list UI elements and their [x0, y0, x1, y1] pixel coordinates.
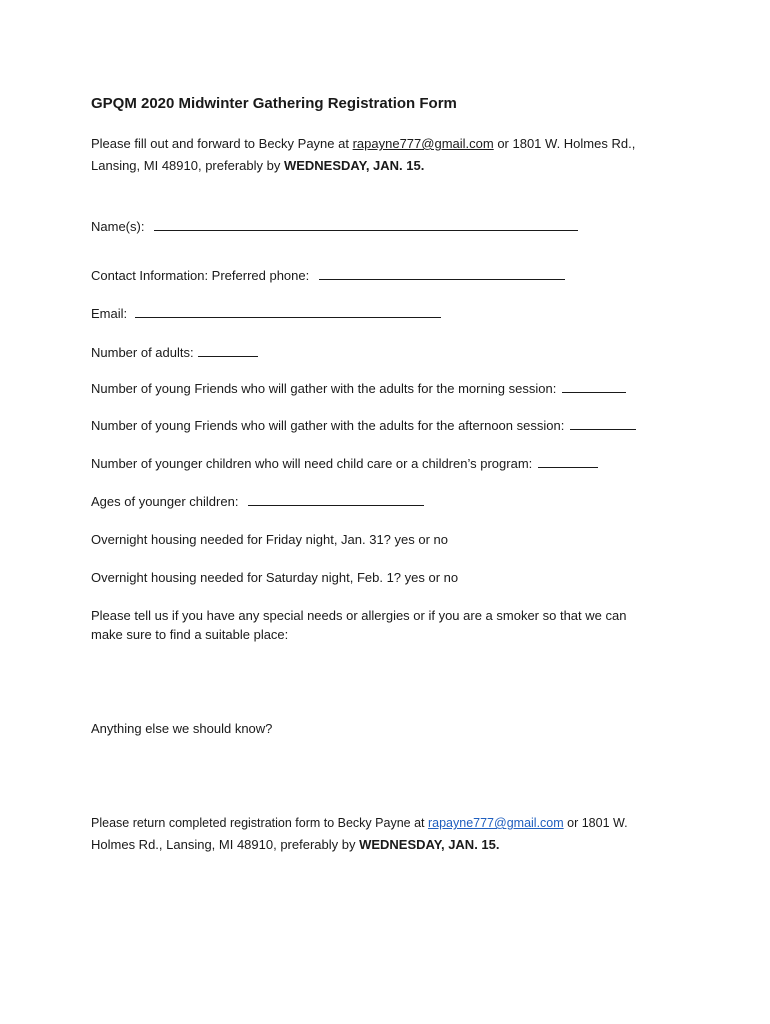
intro-text: Please fill out and forward to Becky Payne at — [91, 136, 353, 151]
email-label: Email: — [91, 306, 128, 321]
morning-row — [91, 379, 626, 398]
afternoon-label: Number of young Friends who will gather with the adults for the afternoon session: — [91, 418, 565, 433]
special-needs-line-1: Please tell us if you have any special needs or allergies or if you are a smoker so that we can — [91, 608, 627, 623]
intro-line-2 — [91, 156, 424, 175]
younger-label: Number of younger children who will need child care or a children’s program: — [91, 456, 533, 471]
footer-city: Holmes Rd., Lansing, MI 48910, preferably by — [91, 837, 360, 852]
morning-label: Number of young Friends who will gather with the adults for the morning session: — [91, 381, 557, 396]
adults-field[interactable] — [198, 343, 258, 357]
saturday-row — [91, 568, 458, 587]
names-label: Name(s): — [91, 219, 145, 234]
special-needs-line-2: make sure to find a suitable place: — [91, 627, 289, 642]
footer-address: or 1801 W. — [563, 816, 628, 830]
footer-line-1 — [91, 814, 628, 833]
footer-email-link[interactable]: rapayne777@gmail.com — [427, 816, 564, 830]
email-row — [91, 304, 441, 323]
email-field[interactable] — [135, 304, 441, 318]
phone-field[interactable] — [319, 266, 565, 280]
intro-email-link[interactable]: rapayne777@gmail.com — [352, 136, 494, 151]
morning-field[interactable] — [562, 379, 626, 393]
friday-row — [91, 530, 448, 549]
saturday-label: Overnight housing needed for Saturday night, Feb. 1? yes or no — [91, 570, 459, 585]
form-title: GPQM 2020 Midwinter Gathering Registration Form — [91, 95, 457, 112]
friday-label: Overnight housing needed for Friday night, Jan. 31? yes or no — [91, 532, 448, 547]
adults-row — [91, 343, 258, 362]
footer-text: Please return completed registration form to Becky Payne at — [91, 816, 428, 830]
ages-label: Ages of younger children: — [91, 494, 239, 509]
intro-line-1 — [91, 134, 635, 153]
anything-else-label: Anything else we should know? — [91, 721, 273, 736]
names-row — [91, 217, 578, 236]
intro-city: Lansing, MI 48910, preferably by — [91, 158, 284, 173]
ages-row — [91, 492, 424, 511]
intro-address: or 1801 W. Holmes Rd., — [493, 136, 636, 151]
footer-deadline: WEDNESDAY, JAN. 15. — [359, 837, 500, 852]
intro-deadline: WEDNESDAY, JAN. 15. — [283, 158, 425, 173]
phone-row — [91, 266, 565, 285]
adults-label: Number of adults: — [91, 345, 194, 360]
younger-row — [91, 454, 598, 473]
younger-field[interactable] — [538, 454, 598, 468]
names-field[interactable] — [154, 217, 578, 231]
phone-label: Contact Information: Preferred phone: — [91, 268, 310, 283]
afternoon-field[interactable] — [570, 416, 636, 430]
footer-line-2 — [91, 835, 500, 854]
afternoon-row — [91, 416, 636, 435]
ages-field[interactable] — [248, 492, 424, 506]
